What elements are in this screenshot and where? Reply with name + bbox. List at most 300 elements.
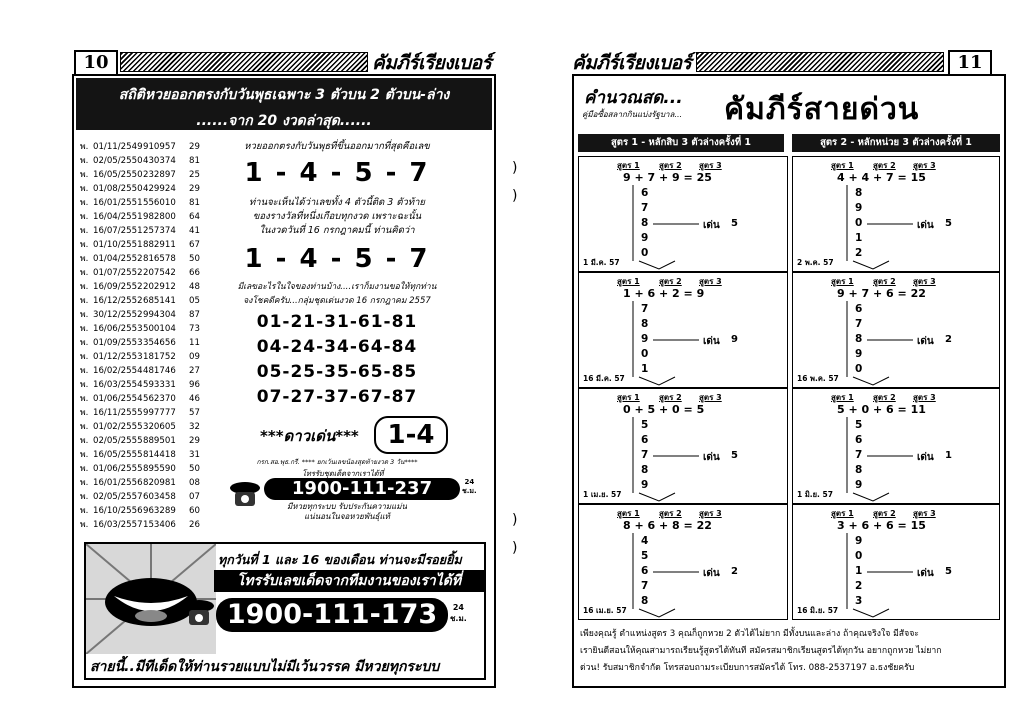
history-num: 556010 (143, 198, 176, 208)
history-num: 429924 (143, 184, 176, 194)
formula-digit: 9 (855, 202, 863, 214)
history-num: 430374 (143, 156, 176, 166)
history-prefix: พ. (80, 254, 89, 264)
title-sub: คู่มือซื้อสลากกินแบ่งรัฐบาล... (582, 110, 683, 119)
binder-mark: ) (512, 540, 518, 556)
draw-date: 16 มิ.ย. 57 (797, 606, 839, 615)
history-num: 354656 (143, 338, 176, 348)
history-last: 67 (189, 240, 200, 250)
formula-digit: 8 (641, 464, 649, 476)
history-prefix: พ. (80, 226, 89, 236)
history-prefix: พ. (80, 296, 89, 306)
history-num: 814418 (143, 450, 176, 460)
formula-digit: 4 (641, 535, 649, 547)
formula-digit: 2 (855, 580, 863, 592)
formula-label: สูตร 1 (617, 277, 640, 286)
formula2-header: สูตร 2 - หลักหน่วย 3 ตัวล่างครั้งที่ 1 (792, 134, 1000, 152)
history-last: 46 (189, 394, 200, 404)
history-num: 895590 (143, 464, 176, 474)
lead-digit: 5 (945, 218, 952, 229)
hotline-hours (462, 478, 477, 496)
formula-digit: 6 (641, 565, 649, 577)
history-date: 16/06/2553 (93, 324, 143, 334)
history-date: 16/03/2557 (93, 520, 143, 530)
formula-digit: 6 (855, 303, 863, 315)
ad-line3: สายนี้..มีทีเด็ดให้ท่านรวยแบบไม่มีเว้นวรรค มีหวยทุกระบบ (90, 659, 440, 675)
history-prefix: พ. (80, 142, 89, 152)
hotline-number-2[interactable]: 1900-111-173 (216, 598, 448, 632)
hours-unit: ช.ม. (450, 614, 467, 623)
formula-connector (793, 389, 1001, 505)
formula-digit: 9 (641, 333, 649, 345)
history-date: 01/04/2552 (93, 254, 143, 264)
formula-digit: 1 (855, 232, 863, 244)
history-num: 257374 (143, 226, 176, 236)
history-last: 07 (189, 492, 200, 502)
history-date: 16/07/2551 (93, 226, 143, 236)
history-prefix: พ. (80, 310, 89, 320)
history-prefix: พ. (80, 450, 89, 460)
formula-digit: 8 (855, 187, 863, 199)
formula-equation: 0 + 5 + 0 = 5 (623, 403, 705, 416)
history-date: 16/05/2555 (93, 450, 143, 460)
hours-value: 24 (464, 478, 475, 486)
formula-digit: 8 (641, 318, 649, 330)
binder-mark: ) (512, 188, 518, 204)
formula-digit: 0 (855, 217, 863, 229)
history-date: 01/02/2555 (93, 422, 143, 432)
history-date: 16/05/2550 (93, 170, 143, 180)
lead-digit: 1 (945, 450, 952, 461)
history-date: 30/12/2552 (93, 310, 143, 320)
history-date: 16/03/2554 (93, 380, 143, 390)
analysis-text: ของรางวัลที่หนึ่งเกือบทุกงวด เพราะฉะนั้น (252, 211, 422, 222)
history-row (80, 364, 220, 378)
formula-digit: 8 (641, 595, 649, 607)
history-last: 96 (189, 380, 200, 390)
lead-label: เด่น (703, 336, 720, 347)
formula-label: สูตร 1 (617, 161, 640, 170)
number-sequence: 07-27-37-67-87 (256, 387, 418, 407)
formula-digit: 8 (641, 217, 649, 229)
header-hatch (696, 52, 944, 72)
formula-connector (579, 505, 789, 621)
history-date: 01/11/2549 (93, 142, 143, 152)
formula-connector (579, 157, 789, 273)
formula-label: สูตร 1 (617, 393, 640, 402)
history-num: 207542 (143, 268, 176, 278)
formula-label: สูตร 2 (659, 393, 682, 402)
history-num: 910957 (143, 142, 176, 152)
bracket-mark (639, 493, 675, 501)
formula-label: สูตร 3 (913, 161, 936, 170)
history-prefix: พ. (80, 240, 89, 250)
bracket-mark (639, 609, 675, 617)
history-prefix: พ. (80, 282, 89, 292)
analysis-text: หวยออกตรงกับวันพุธที่ขึ้นออกมากที่สุดคือเลข (244, 141, 430, 152)
history-list (80, 140, 220, 532)
formula-label: สูตร 1 (831, 277, 854, 286)
right-frame (572, 74, 1006, 688)
formula-equation: 5 + 0 + 6 = 11 (837, 403, 926, 416)
history-prefix: พ. (80, 338, 89, 348)
lead-digit: 5 (731, 218, 738, 229)
formula-digit: 1 (855, 565, 863, 577)
formula-cell (792, 504, 1000, 620)
history-prefix: พ. (80, 506, 89, 516)
history-date: 16/10/2556 (93, 506, 143, 516)
history-row (80, 308, 220, 322)
history-prefix: พ. (80, 324, 89, 334)
history-prefix: พ. (80, 492, 89, 502)
formula-connector (579, 273, 789, 389)
history-row (80, 406, 220, 420)
history-date: 02/05/2550 (93, 156, 143, 166)
history-last: 73 (189, 324, 200, 334)
analysis-text: จงโชคดีครับ...กลุ่มชุดเด่นงวด 16 กรกฎาคม 2557 (243, 296, 431, 306)
formula-cell (578, 504, 788, 620)
lead-label: เด่น (917, 220, 934, 231)
formula-digit: 7 (641, 449, 649, 461)
history-last: 57 (189, 408, 200, 418)
history-last: 60 (189, 506, 200, 516)
history-date: 02/05/2555 (93, 436, 143, 446)
lead-label: เด่น (703, 568, 720, 579)
history-num: 994304 (143, 310, 176, 320)
history-row (80, 504, 220, 518)
history-prefix: พ. (80, 422, 89, 432)
highlight-number: 1 - 4 - 5 - 7 (244, 158, 430, 188)
history-num: 997777 (143, 408, 176, 418)
history-row (80, 210, 220, 224)
stats-banner (76, 78, 492, 130)
formula-digit: 5 (855, 419, 863, 431)
formula-label: สูตร 3 (913, 509, 936, 518)
history-last: 25 (189, 170, 200, 180)
page-number: 11 (948, 50, 992, 76)
lead-label: เด่น (703, 452, 720, 463)
history-num: 685141 (143, 296, 176, 306)
history-row (80, 168, 220, 182)
history-row (80, 280, 220, 294)
lead-digit: 2 (731, 566, 738, 577)
history-prefix: พ. (80, 156, 89, 166)
bracket-mark (853, 609, 889, 617)
history-last: 05 (189, 296, 200, 306)
history-row (80, 252, 220, 266)
formula-connector (793, 273, 1001, 389)
phone-caption: โทรรับชุดเด็ดจากเราได้ที่ (302, 469, 384, 478)
history-num: 963289 (143, 506, 176, 516)
history-num: 982800 (143, 212, 176, 222)
phone-block (224, 468, 496, 526)
footer-line: ด่วน! รับสมาชิกจำกัด โทรสอบถามระเบียบการสมัครได้ โทร. 088-2537197 อ.ธงชัยครับ (580, 663, 915, 673)
formula-digit: 7 (641, 202, 649, 214)
formula-digit: 9 (641, 479, 649, 491)
formula-label: สูตร 2 (659, 277, 682, 286)
phone-note-line: แน่นอนในจอหวยพันธุ์แท้ (304, 512, 390, 521)
banner-line2: ......จาก 20 งวดล่าสุด...... (196, 113, 372, 129)
formula-digit: 3 (855, 595, 863, 607)
formula-cell (578, 388, 788, 504)
draw-date: 1 มิ.ย. 57 (797, 490, 833, 499)
formula-digit: 9 (855, 348, 863, 360)
hours-unit: ช.ม. (462, 487, 477, 495)
formula-label: สูตร 1 (831, 161, 854, 170)
phone-note-line: มีหวยทุกระบบ รับประกันความแม่น (286, 502, 407, 511)
star-value: 1-4 (374, 416, 448, 454)
formula-digit: 2 (855, 247, 863, 259)
history-row (80, 266, 220, 280)
telephone-icon (182, 598, 216, 628)
formula-label: สูตร 3 (913, 277, 936, 286)
formula-label: สูตร 1 (617, 509, 640, 518)
formula-label: สูตร 2 (873, 393, 896, 402)
history-date: 01/09/2553 (93, 338, 143, 348)
formula-cell (578, 156, 788, 272)
history-row (80, 420, 220, 434)
history-row (80, 154, 220, 168)
header-hatch (120, 52, 368, 72)
page-number: 10 (74, 50, 118, 76)
bracket-mark (853, 493, 889, 501)
history-row (80, 476, 220, 490)
history-last: 66 (189, 268, 200, 278)
history-last: 81 (189, 198, 200, 208)
history-num: 202912 (143, 282, 176, 292)
lead-label: เด่น (917, 336, 934, 347)
formula1-header: สูตร 1 - หลักสิบ 3 ตัวล่างครั้งที่ 1 (578, 134, 784, 152)
binder-mark: ) (512, 512, 518, 528)
history-date: 16/01/2551 (93, 198, 143, 208)
formula-label: สูตร 2 (659, 509, 682, 518)
history-date: 16/01/2556 (93, 478, 143, 488)
history-row (80, 434, 220, 448)
star-label: ***ดาวเด่น*** (260, 427, 359, 445)
title-big: คัมภีร์สายด่วน (724, 92, 920, 127)
history-row (80, 182, 220, 196)
lead-label: เด่น (917, 452, 934, 463)
formula-equation: 1 + 6 + 2 = 9 (623, 287, 705, 300)
formula-equation: 9 + 7 + 6 = 22 (837, 287, 926, 300)
formula-label: สูตร 1 (831, 509, 854, 518)
history-date: 02/05/2557 (93, 492, 143, 502)
history-num: 232897 (143, 170, 176, 180)
left-frame (72, 74, 496, 688)
formula-digit: 8 (855, 464, 863, 476)
analysis-column (226, 140, 448, 467)
formula-label: สูตร 2 (659, 161, 682, 170)
history-last: 29 (189, 184, 200, 194)
brand-logo: คัมภีร์เรียงเบอร์ (372, 52, 492, 74)
formula-digit: 6 (641, 187, 649, 199)
lead-digit: 5 (731, 450, 738, 461)
history-date: 16/02/2554 (93, 366, 143, 376)
history-prefix: พ. (80, 520, 89, 530)
footer-line: เรายินดีสอนให้คุณสามารถเรียนรู้สูตรได้ทันที สมัครสมาชิกเรียนสูตรได้ทุกวัน อยากถูกหวย ไม่ยาก (580, 646, 942, 656)
history-last: 87 (189, 310, 200, 320)
formula-label: สูตร 3 (699, 393, 722, 402)
history-prefix: พ. (80, 366, 89, 376)
lead-digit: 5 (945, 566, 952, 577)
formula-label: สูตร 3 (699, 277, 722, 286)
history-row (80, 196, 220, 210)
bracket-mark (853, 261, 889, 269)
formula-digit: 7 (641, 303, 649, 315)
bracket-mark (853, 377, 889, 385)
history-last: 08 (189, 478, 200, 488)
draw-date: 1 เม.ย. 57 (583, 490, 622, 499)
history-num: 820981 (143, 478, 176, 488)
history-date: 01/10/2551 (93, 240, 143, 250)
history-num: 889501 (143, 436, 176, 446)
history-prefix: พ. (80, 352, 89, 362)
lead-digit: 9 (731, 334, 738, 345)
draw-date: 16 เม.ย. 57 (583, 606, 627, 615)
history-prefix: พ. (80, 184, 89, 194)
history-date: 16/09/2552 (93, 282, 143, 292)
bracket-mark (639, 377, 675, 385)
title-small: คำนวณสด... (584, 88, 683, 108)
right-header (572, 50, 1004, 74)
formula-cell (792, 272, 1000, 388)
history-row (80, 350, 220, 364)
lead-label: เด่น (917, 568, 934, 579)
history-row (80, 294, 220, 308)
history-num: 603458 (143, 492, 176, 502)
history-date: 16/04/2551 (93, 212, 143, 222)
formula-equation: 8 + 6 + 8 = 22 (623, 519, 712, 532)
analysis-text: ในงวดวันที่ 16 กรกฎาคมนี้ ท่านคิดว่า (259, 225, 415, 236)
formula-connector (579, 389, 789, 505)
history-prefix: พ. (80, 394, 89, 404)
history-row (80, 490, 220, 504)
formula-digit: 9 (855, 479, 863, 491)
history-date: 01/07/2552 (93, 268, 143, 278)
history-date: 01/12/2553 (93, 352, 143, 362)
formula-digit: 9 (855, 535, 863, 547)
formula-label: สูตร 2 (873, 277, 896, 286)
history-last: 27 (189, 366, 200, 376)
history-last: 09 (189, 352, 200, 362)
hotline-number[interactable]: 1900-111-237 (264, 478, 460, 500)
history-last: 81 (189, 156, 200, 166)
history-prefix: พ. (80, 436, 89, 446)
footer-text (580, 626, 1000, 677)
hotline-hours (450, 602, 467, 624)
history-last: 48 (189, 282, 200, 292)
brand-logo: คัมภีร์เรียงเบอร์ (572, 52, 692, 74)
bracket-mark (639, 261, 675, 269)
history-last: 64 (189, 212, 200, 222)
history-row (80, 336, 220, 350)
number-sequence: 01-21-31-61-81 (256, 312, 418, 332)
formula-cell (792, 388, 1000, 504)
history-prefix: พ. (80, 464, 89, 474)
formula-digit: 6 (641, 434, 649, 446)
formula-digit: 9 (641, 232, 649, 244)
history-row (80, 238, 220, 252)
analysis-text: ท่านจะเห็นได้ว่าเลขทั้ง 4 ตัวนี้ติด 3 ตัวท้าย (248, 197, 425, 208)
formula-digit: 6 (855, 434, 863, 446)
history-num: 816578 (143, 254, 176, 264)
history-last: 31 (189, 450, 200, 460)
history-last: 29 (189, 436, 200, 446)
history-date: 01/06/2554 (93, 394, 143, 404)
formula-digit: 7 (641, 580, 649, 592)
formula-digit: 5 (641, 550, 649, 562)
formula-label: สูตร 3 (699, 509, 722, 518)
lead-label: เด่น (703, 220, 720, 231)
formula-digit: 8 (855, 333, 863, 345)
formula-digit: 7 (855, 318, 863, 330)
history-row (80, 448, 220, 462)
ad-box (84, 542, 486, 680)
draw-date: 16 พ.ค. 57 (797, 374, 839, 383)
history-row (80, 224, 220, 238)
formula-digit: 0 (641, 247, 649, 259)
left-page (0, 0, 500, 724)
history-prefix: พ. (80, 212, 89, 222)
draw-date: 2 พ.ค. 57 (797, 258, 834, 267)
formula-digit: 1 (641, 363, 649, 375)
number-sequence: 04-24-34-64-84 (256, 337, 418, 357)
ad-line1: ทุกวันที่ 1 และ 16 ของเดือน ท่านจะมีรอยยิ้ม (218, 552, 462, 567)
history-prefix: พ. (80, 170, 89, 180)
history-num: 320605 (143, 422, 176, 432)
history-prefix: พ. (80, 380, 89, 390)
draw-date: 16 มี.ค. 57 (583, 374, 625, 383)
history-row (80, 462, 220, 476)
history-last: 26 (189, 520, 200, 530)
history-date: 16/12/2552 (93, 296, 143, 306)
binder-mark: ) (512, 160, 518, 176)
history-prefix: พ. (80, 408, 89, 418)
history-date: 01/06/2555 (93, 464, 143, 474)
formula-cell (792, 156, 1000, 272)
history-row (80, 322, 220, 336)
formula-label: สูตร 3 (913, 393, 936, 402)
history-last: 29 (189, 142, 200, 152)
formula-label: สูตร 2 (873, 161, 896, 170)
formula-connector (793, 157, 1001, 273)
history-num: 593331 (143, 380, 176, 390)
formula-equation: 9 + 7 + 9 = 25 (623, 171, 712, 184)
lead-digit: 2 (945, 334, 952, 345)
formula-connector (793, 505, 1001, 621)
history-last: 50 (189, 464, 200, 474)
history-num: 562370 (143, 394, 176, 404)
left-header (74, 50, 494, 74)
history-row (80, 392, 220, 406)
formula-equation: 4 + 4 + 7 = 15 (837, 171, 926, 184)
history-num: 500104 (143, 324, 176, 334)
history-row (80, 140, 220, 154)
right-page (516, 0, 1024, 724)
banner-line1: สถิติหวยออกตรงกับวันพุธเฉพาะ 3 ตัวบน 2 ตัวบน-ล่าง (118, 87, 450, 103)
draw-date: 1 มี.ค. 57 (583, 258, 620, 267)
history-prefix: พ. (80, 268, 89, 278)
history-row (80, 518, 220, 532)
star-row (226, 416, 448, 454)
history-date: 01/08/2550 (93, 184, 143, 194)
telephone-icon (228, 480, 262, 508)
formula-label: สูตร 2 (873, 509, 896, 518)
formula-digit: 7 (855, 449, 863, 461)
history-num: 181752 (143, 352, 176, 362)
footer-line: เพียงคุณรู้ ตำแหน่งสูตร 3 คุณก็ถูกหวย 2 ตัวได้ไม่ยาก มีทั้งบนและล่าง ถ้าคุณจริงใจ มีสัจจะ (580, 629, 919, 639)
history-prefix: พ. (80, 478, 89, 488)
